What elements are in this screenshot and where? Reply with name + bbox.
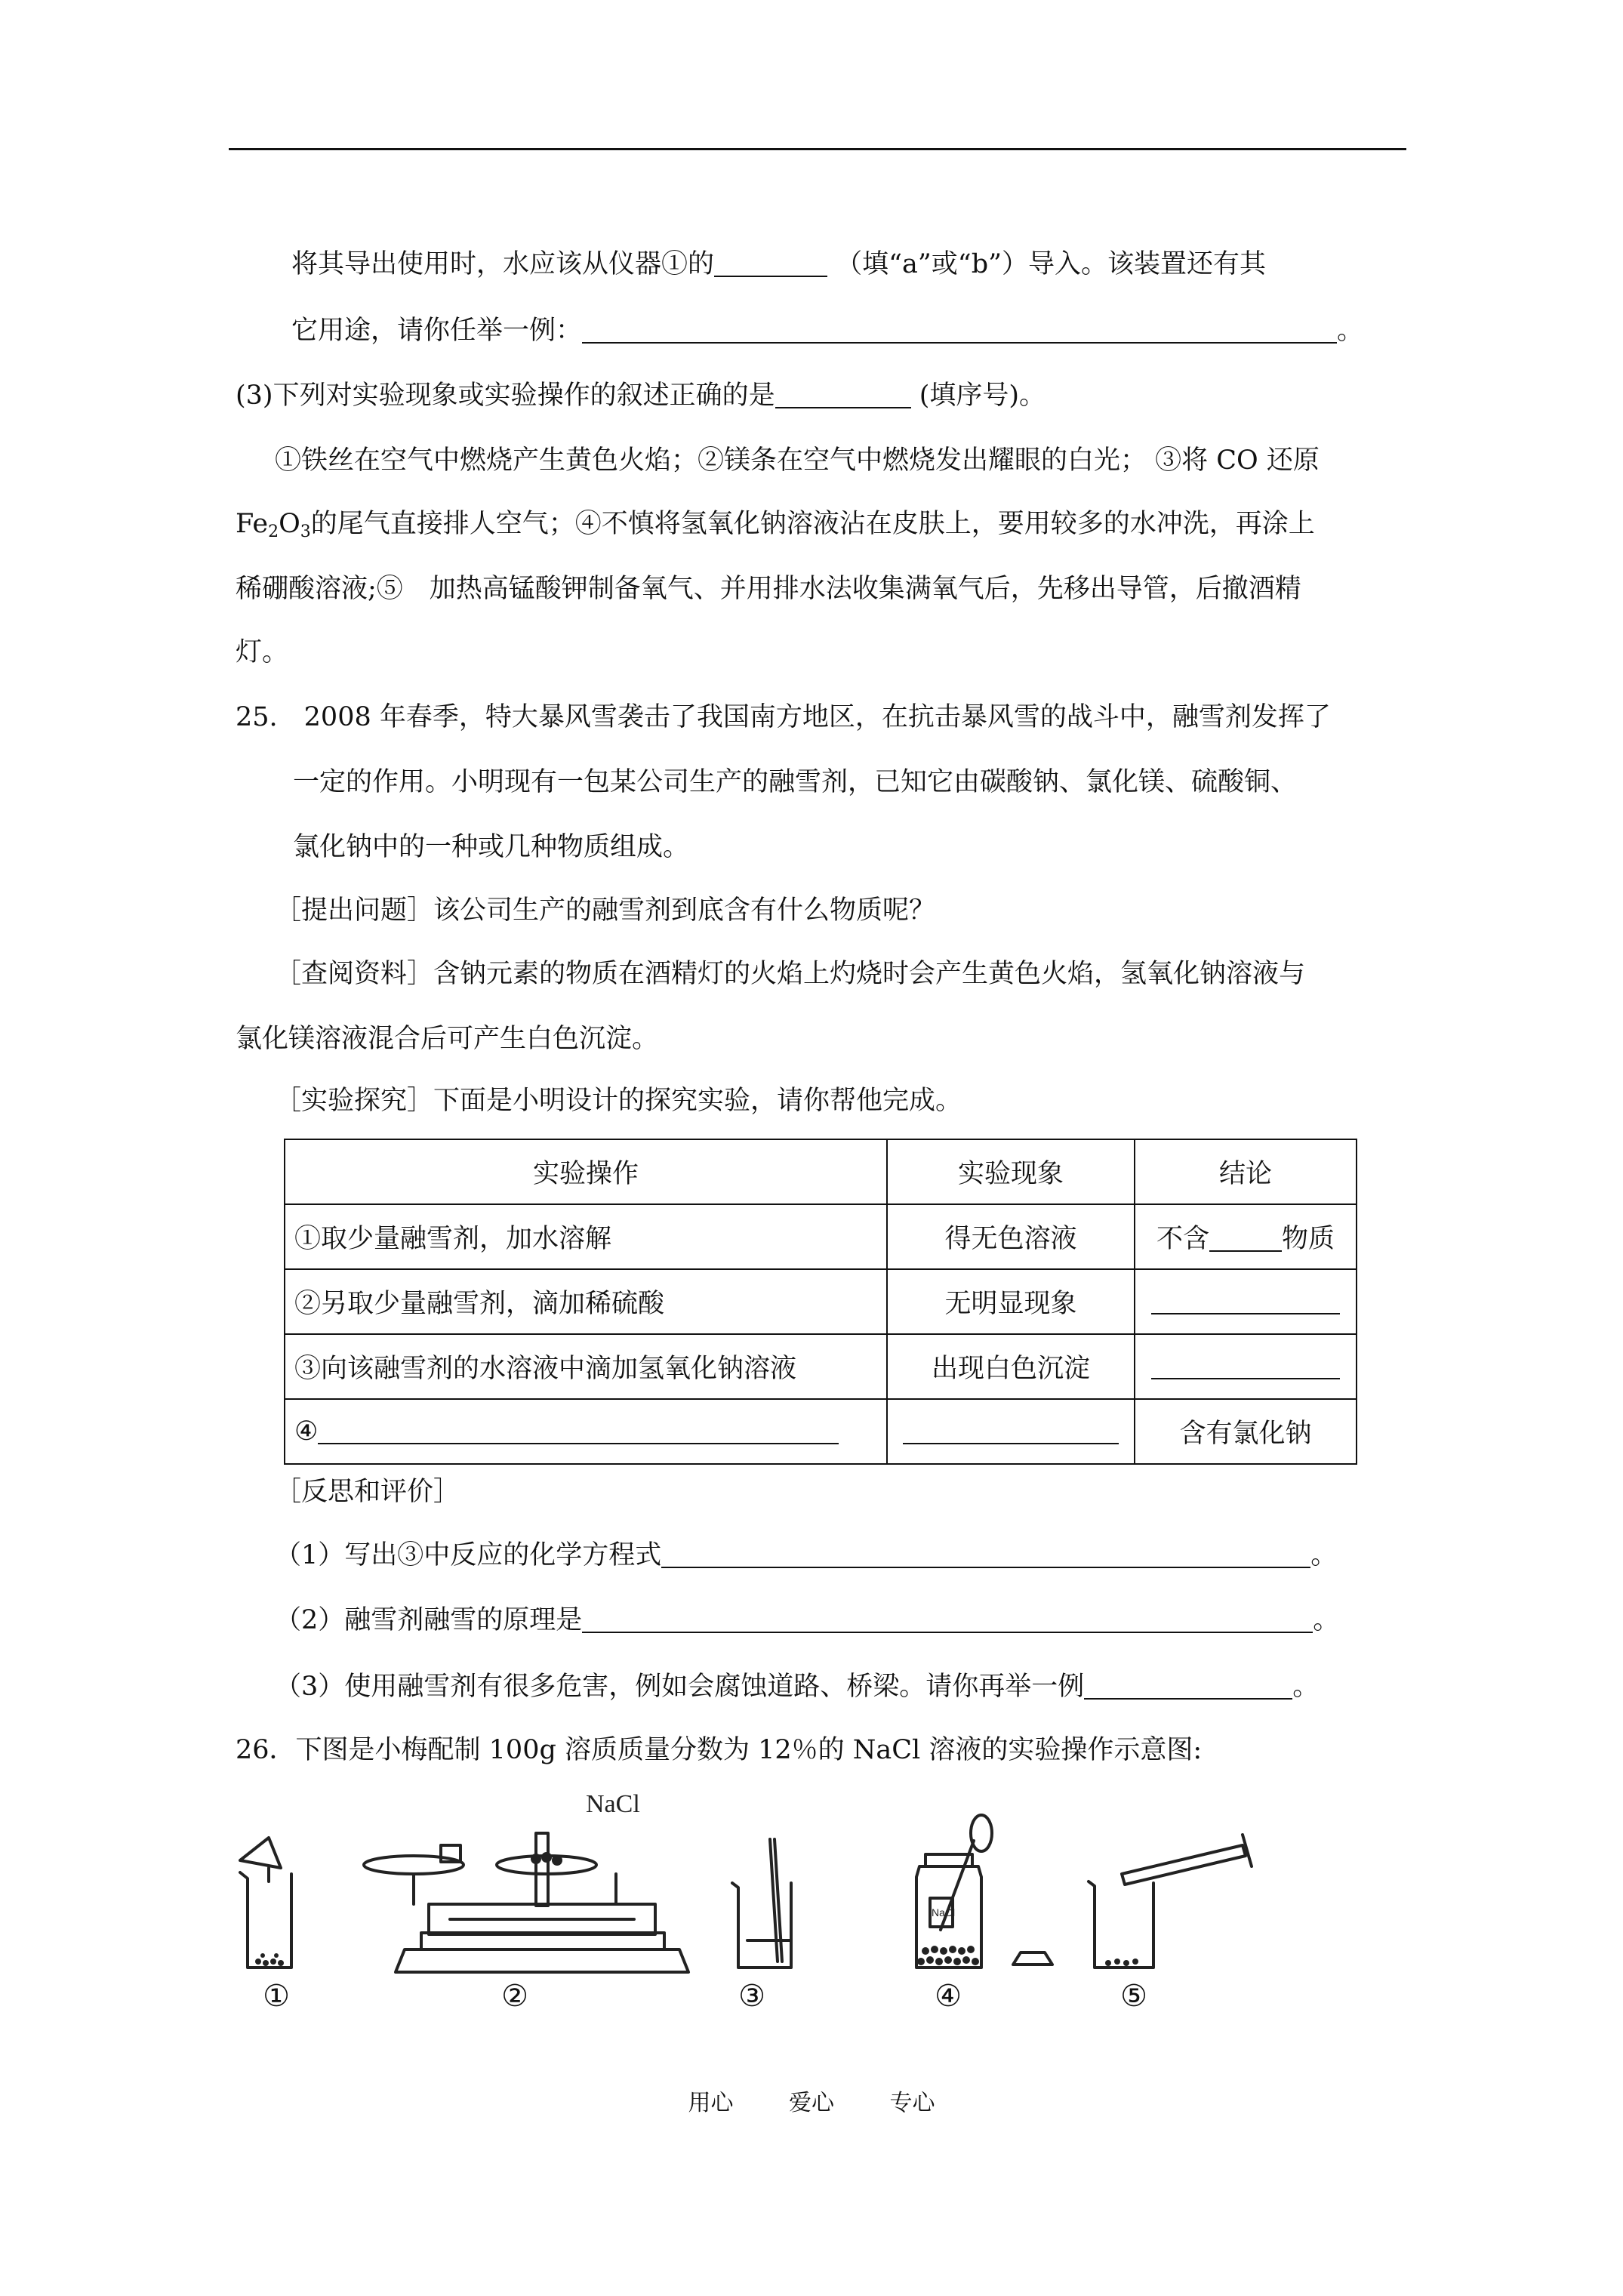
beaker-stir-figure bbox=[732, 1839, 791, 1968]
answer-blank[interactable] bbox=[1084, 1674, 1292, 1700]
q25-explore: ［实验探究］下面是小明设计的探究实验，请你帮他完成。 bbox=[275, 1086, 962, 1116]
answer-blank[interactable] bbox=[661, 1542, 1310, 1568]
q25-r3 bbox=[275, 1669, 1319, 1705]
operation-cell bbox=[285, 1399, 887, 1464]
phenomenon-cell: 出现白色沉淀 bbox=[887, 1334, 1135, 1399]
phenomenon-cell bbox=[887, 1399, 1135, 1464]
subscript-2: 2 bbox=[268, 522, 279, 541]
q25-line-3: 氯化钠中的一种或几种物质组成。 bbox=[293, 832, 690, 862]
q26-text: 26．下图是小梅配制 100g 溶质质量分数为 12％的 NaCl 溶液的实验操作示意图: bbox=[236, 1735, 1203, 1765]
q25-r2-end: 。 bbox=[1313, 1605, 1340, 1635]
q25-r2 bbox=[275, 1602, 1339, 1638]
q24-line-1-text-end: （填“a”或“b”）导入。该装置还有其 bbox=[836, 249, 1267, 279]
q25-line-1: 25. 2008 年春季，特大暴风雪袭击了我国南方地区，在抗击暴风雪的战斗中，融雪剂发挥了 bbox=[236, 702, 1331, 732]
page-footer bbox=[0, 2084, 1623, 2117]
q24-options-line-3: 稀硼酸溶液;⑤ 加热高锰酸钾制备氧气、并用排水法收集满氧气后，先移出导管，后撤酒精 bbox=[236, 574, 1301, 604]
q24-options-line-1: ①铁丝在空气中燃烧产生黄色火焰；②镁条在空气中燃烧发出耀眼的白光； ③将 CO 还原 bbox=[275, 445, 1320, 476]
table-row bbox=[285, 1269, 1357, 1334]
operation-number: ④ bbox=[294, 1416, 319, 1447]
table-row bbox=[285, 1334, 1357, 1399]
q24-options-line-2-text: 的尾气直接排人空气；④不慎将氢氧化钠溶液沾在皮肤上，要用较多的水冲洗，再涂上 bbox=[310, 509, 1315, 539]
conclusion-cell bbox=[1135, 1204, 1357, 1269]
figures-svg bbox=[226, 1782, 1404, 2039]
q25-r1 bbox=[275, 1537, 1337, 1573]
answer-blank[interactable] bbox=[582, 318, 1337, 344]
formula-o: O bbox=[279, 509, 300, 539]
operation-cell: ②另取少量融雪剂，滴加稀硫酸 bbox=[285, 1269, 887, 1334]
q25-r3-end: 。 bbox=[1292, 1672, 1320, 1702]
conclusion-suffix: 物质 bbox=[1282, 1224, 1335, 1254]
jar-label: NaCl bbox=[932, 1906, 956, 1918]
experiment-table bbox=[284, 1139, 1357, 1465]
subscript-3: 3 bbox=[300, 522, 311, 541]
footer-text: 专心 bbox=[889, 2090, 935, 2116]
figure-caption: ② bbox=[501, 1979, 528, 2014]
q24-line-2-text: 它用途，请你任举一例： bbox=[291, 316, 583, 346]
q24-line-2-end: 。 bbox=[1337, 316, 1364, 346]
q25-r1-end: 。 bbox=[1310, 1540, 1338, 1570]
q24-options-line-2 bbox=[236, 506, 1315, 542]
balance-figure bbox=[364, 1833, 688, 1972]
q24-options-line-4: 灯。 bbox=[236, 637, 289, 667]
header-rule bbox=[229, 148, 1406, 150]
answer-blank[interactable] bbox=[1209, 1226, 1282, 1252]
answer-blank[interactable] bbox=[582, 1607, 1313, 1633]
q25-r2-text: （2）融雪剂融雪的原理是 bbox=[275, 1605, 583, 1635]
q25-line-2: 一定的作用。小明现有一包某公司生产的融雪剂，已知它由碳酸钠、氯化镁、硫酸铜、 bbox=[293, 767, 1298, 797]
figure-caption: ③ bbox=[738, 1979, 765, 2014]
conclusion-prefix: 不含 bbox=[1156, 1224, 1209, 1254]
beaker-funnel-figure bbox=[240, 1838, 291, 1968]
experiment-figures bbox=[226, 1782, 1404, 2039]
table-row bbox=[285, 1399, 1357, 1464]
q25-question: ［提出问题］该公司生产的融雪剂到底含有什么物质呢？ bbox=[275, 895, 936, 926]
q24-line-2 bbox=[291, 313, 1363, 349]
answer-blank[interactable] bbox=[1151, 1289, 1340, 1314]
nacl-label: NaCl bbox=[586, 1790, 640, 1818]
answer-blank[interactable] bbox=[903, 1419, 1119, 1444]
q24-sub3-end: (填序号)。 bbox=[919, 381, 1046, 411]
operation-cell: ③向该融雪剂的水溶液中滴加氢氧化钠溶液 bbox=[285, 1334, 887, 1399]
column-header: 实验现象 bbox=[887, 1139, 1135, 1204]
conclusion-cell bbox=[1135, 1269, 1357, 1334]
operation-cell: ①取少量融雪剂，加水溶解 bbox=[285, 1204, 887, 1269]
q25-info-line-1: ［查阅资料］含钠元素的物质在酒精灯的火焰上灼烧时会产生黄色火焰，氢氧化钠溶液与 bbox=[275, 959, 1306, 989]
answer-blank[interactable] bbox=[1151, 1354, 1340, 1379]
phenomenon-cell: 无明显现象 bbox=[887, 1269, 1135, 1334]
formula-fe: Fe bbox=[236, 509, 269, 539]
conclusion-cell bbox=[1135, 1334, 1357, 1399]
column-header: 结论 bbox=[1135, 1139, 1357, 1204]
reagent-jar-figure bbox=[916, 1815, 1052, 1968]
answer-blank[interactable] bbox=[775, 383, 911, 408]
q24-line-1 bbox=[291, 246, 1266, 282]
figure-caption: ④ bbox=[935, 1979, 962, 2014]
q24-line-1-text: 将其导出使用时，水应该从仪器①的 bbox=[291, 249, 715, 279]
conclusion-cell: 含有氯化钠 bbox=[1135, 1399, 1357, 1464]
footer-text: 爱心 bbox=[789, 2090, 834, 2116]
table-header-row bbox=[285, 1139, 1357, 1204]
q25-r1-text: （1）写出③中反应的化学方程式 bbox=[275, 1540, 662, 1570]
q24-sub3 bbox=[236, 378, 1046, 414]
answer-blank[interactable] bbox=[318, 1419, 839, 1444]
figure-caption: ⑤ bbox=[1120, 1979, 1147, 2014]
phenomenon-cell: 得无色溶液 bbox=[887, 1204, 1135, 1269]
table-row bbox=[285, 1204, 1357, 1269]
figure-caption: ① bbox=[263, 1979, 290, 2014]
q25-r3-text: （3）使用融雪剂有很多危害，例如会腐蚀道路、桥梁。请你再举一例 bbox=[275, 1672, 1085, 1702]
answer-blank[interactable] bbox=[714, 251, 827, 277]
column-header: 实验操作 bbox=[285, 1139, 887, 1204]
footer-text: 用心 bbox=[688, 2090, 734, 2116]
pour-cylinder-figure bbox=[1089, 1835, 1252, 1968]
q24-sub3-text: (3)下列对实验现象或实验操作的叙述正确的是 bbox=[236, 381, 775, 411]
q25-reflect: ［反思和评价］ bbox=[275, 1477, 460, 1507]
q25-info-line-2: 氯化镁溶液混合后可产生白色沉淀。 bbox=[236, 1024, 659, 1054]
